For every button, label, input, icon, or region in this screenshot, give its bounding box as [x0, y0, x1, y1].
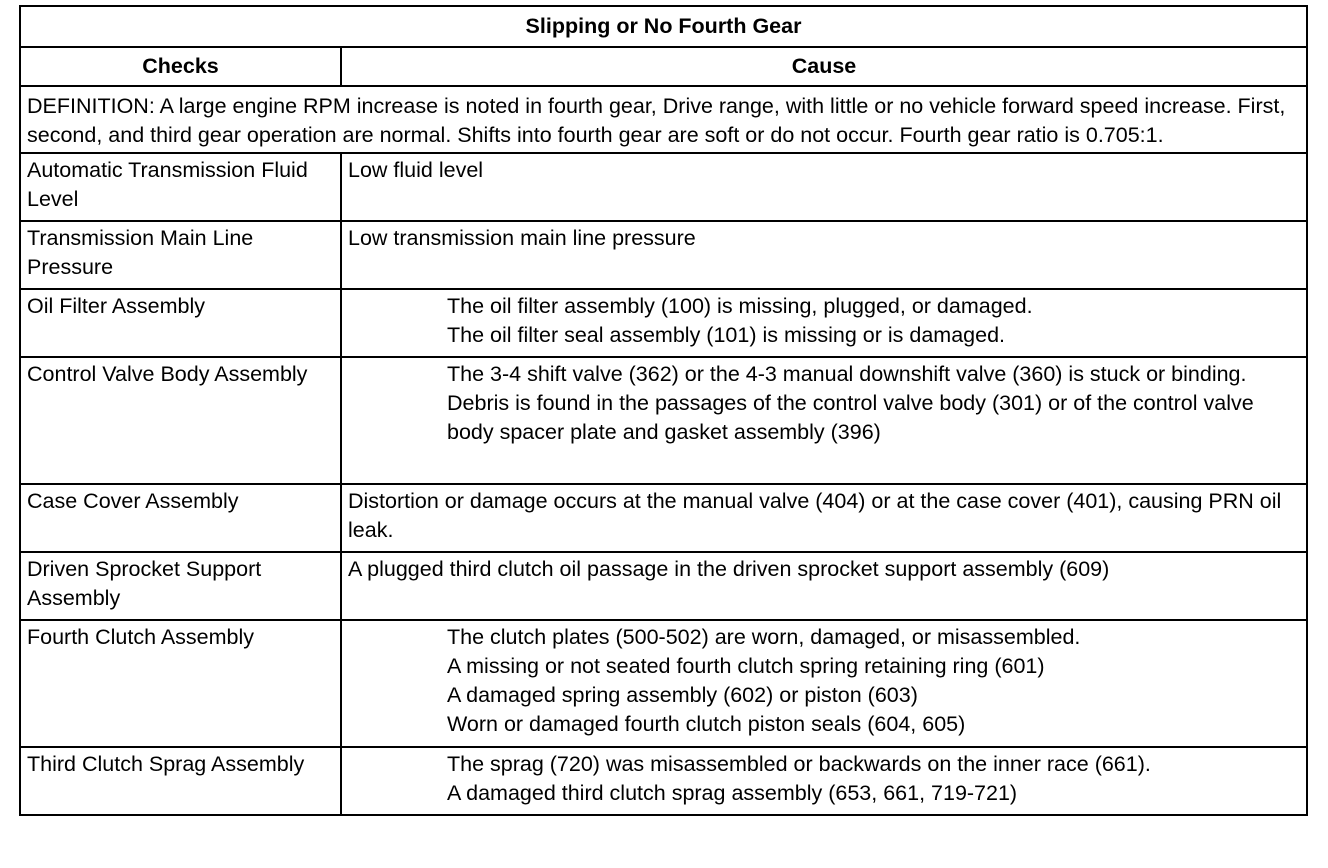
cause-cell: [341, 357, 1307, 484]
cause-line: Low transmission main line pressure: [348, 226, 696, 250]
cause-line: A missing or not seated fourth clutch spring retaining ring (601): [447, 654, 1045, 678]
check-cell: Oil Filter Assembly: [20, 289, 341, 357]
cause-cell: [341, 153, 1307, 221]
table-title: Slipping or No Fourth Gear: [20, 6, 1307, 47]
table-row: [20, 484, 1307, 552]
table-row: [20, 747, 1307, 815]
cause-cell: [341, 747, 1307, 815]
table-title-row: [20, 6, 1307, 47]
table-row: [20, 221, 1307, 289]
check-cell: Driven Sprocket Support Assembly: [20, 552, 341, 620]
table-row: [20, 153, 1307, 221]
definition-text: DEFINITION: A large engine RPM increase is noted in fourth gear, Drive range, with little or no vehicle forward speed increase. First, second, and third gear operation are normal. Shifts into fourth gear are soft or do not occur. Fourth gear ratio is 0.705:1.: [20, 86, 1307, 153]
table-row: [20, 620, 1307, 747]
cause-cell: [341, 289, 1307, 357]
cause-line: Worn or damaged fourth clutch piston seals (604, 605): [447, 712, 966, 736]
column-header-checks: Checks: [20, 47, 341, 86]
cause-line: Debris is found in the passages of the control valve body (301) or of the control valve body spacer plate and gasket assembly (396): [447, 391, 1254, 444]
cause-cell: [341, 484, 1307, 552]
cause-line: The 3-4 shift valve (362) or the 4-3 manual downshift valve (360) is stuck or binding.: [447, 362, 1247, 386]
cause-cell: [341, 552, 1307, 620]
cause-line: The oil filter assembly (100) is missing, plugged, or damaged.: [447, 294, 1033, 318]
table-row: [20, 552, 1307, 620]
cause-line: A plugged third clutch oil passage in the driven sprocket support assembly (609): [348, 557, 1110, 581]
cause-line: Distortion or damage occurs at the manual valve (404) or at the case cover (401), causing PRN oil leak.: [348, 489, 1282, 542]
table-row: [20, 289, 1307, 357]
cause-line: Low fluid level: [348, 158, 484, 182]
cause-line: A damaged third clutch sprag assembly (653, 661, 719-721): [447, 781, 1018, 805]
diagnostic-table: [19, 5, 1308, 816]
check-cell: Case Cover Assembly: [20, 484, 341, 552]
check-cell: Automatic Transmission Fluid Level: [20, 153, 341, 221]
cause-cell: [341, 620, 1307, 747]
cause-cell: [341, 221, 1307, 289]
column-header-row: [20, 47, 1307, 86]
check-cell: Transmission Main Line Pressure: [20, 221, 341, 289]
cause-line: The clutch plates (500-502) are worn, damaged, or misassembled.: [447, 625, 1081, 649]
table-row: [20, 357, 1307, 484]
cause-line: A damaged spring assembly (602) or piston (603): [447, 683, 918, 707]
check-cell: Control Valve Body Assembly: [20, 357, 341, 484]
definition-row: [20, 86, 1307, 153]
check-cell: Fourth Clutch Assembly: [20, 620, 341, 747]
column-header-cause: Cause: [341, 47, 1307, 86]
cause-line: The oil filter seal assembly (101) is missing or is damaged.: [447, 323, 1006, 347]
cause-line: The sprag (720) was misassembled or backwards on the inner race (661).: [447, 752, 1151, 776]
check-cell: Third Clutch Sprag Assembly: [20, 747, 341, 815]
